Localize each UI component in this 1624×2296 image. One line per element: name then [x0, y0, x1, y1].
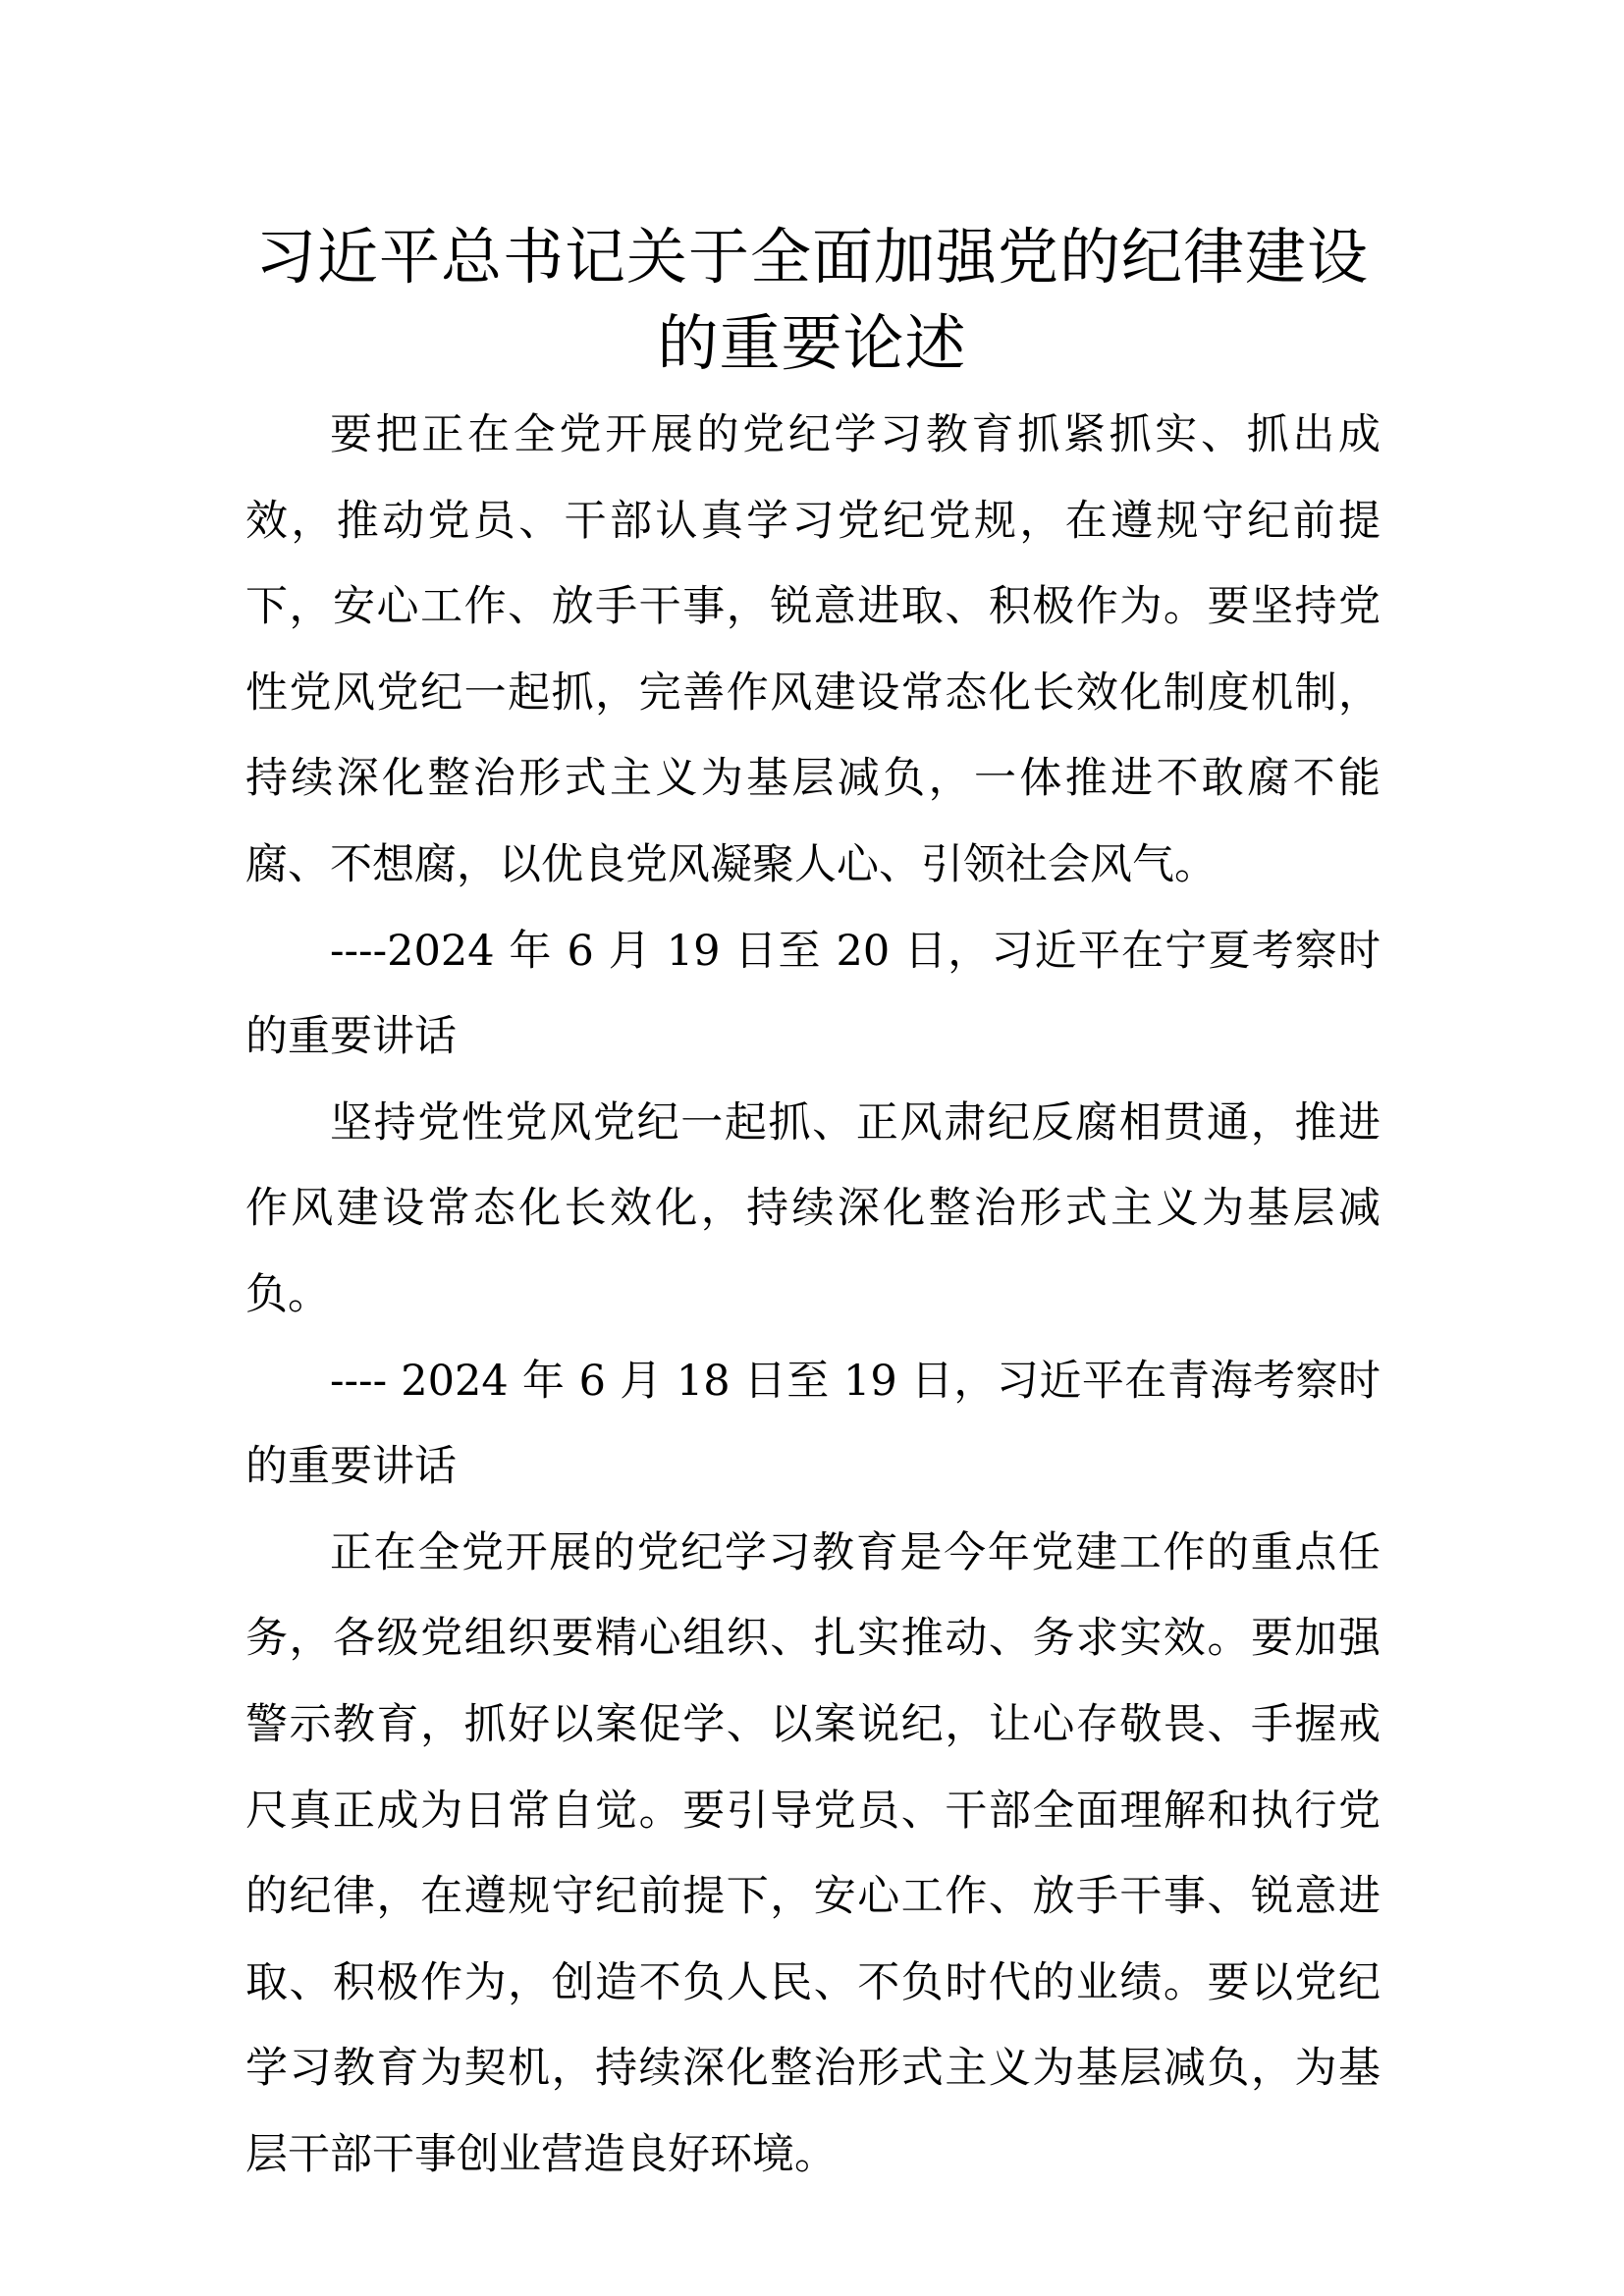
source-note-ningxia: ----2024 年 6 月 19 日至 20 日，习近平在宁夏考察时的重要讲话 [245, 926, 1380, 1062]
title-line-2: 的重要论述 [657, 307, 967, 379]
paragraph-ningxia-speech: 要把正在全党开展的党纪学习教育抓紧抓实、抓出成效，推动党员、干部认真学习党纪党规，在遵规守纪前提下，安心工作、放手干事，锐意进取、积极作为。要坚持党性党风党纪一起抓，完善作风建设常态化长效化制度机制，持续深化整治形式主义为基层减负，一体推进不敢腐不能腐、不想腐，以优良党风凝聚人心、引领社会风气。 [245, 410, 1380, 889]
source-note-qinghai: ---- 2024 年 6 月 18 日至 19 日，习近平在青海考察时的重要讲话 [245, 1356, 1380, 1492]
title-line-1: 习近平总书记关于全面加强党的纪律建设 [254, 221, 1369, 293]
paragraph-party-discipline-education: 正在全党开展的党纪学习教育是今年党建工作的重点任务，各级党组织要精心组织、扎实推动、务求实效。要加强警示教育，抓好以案促学、以案说纪，让心存敬畏、手握戒尺真正成为日常自觉。要引导党员、干部全面理解和执行党的纪律，在遵规守纪前提下，安心工作、放手干事、锐意进取、积极作为，创造不负人民、不负时代的业绩。要以党纪学习教育为契机，持续深化整治形式主义为基层减负，为基层干部干事创业营造良好环境。 [245, 1527, 1380, 2179]
document-title [216, 214, 1408, 387]
document-body [245, 393, 1380, 2198]
paragraph-qinghai-speech: 坚持党性党风党纪一起抓、正风肃纪反腐相贯通，推进作风建设常态化长效化，持续深化整治形式主义为基层减负。 [245, 1097, 1380, 1319]
